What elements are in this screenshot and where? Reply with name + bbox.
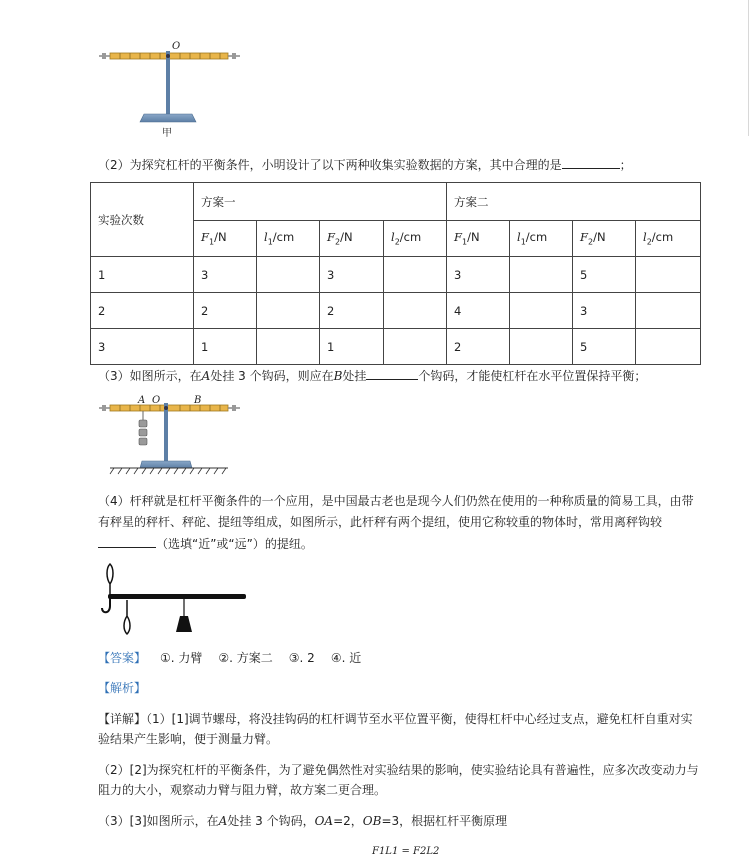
lever-figure-2 (96, 394, 246, 478)
table-cell: 3 (91, 329, 194, 365)
label-b: B (194, 395, 202, 406)
detail-p3-line: （3）[3]如图所示，在A处挂 3 个钩码，OA=2，OB=3，根据杠杆平衡原理 (98, 814, 508, 828)
table-cell: 2 (320, 293, 384, 329)
col-f1-plan1: $F_1/N$ (194, 221, 257, 257)
answer-blank-3 (366, 367, 418, 380)
question-4-line-1: （4）杆秤就是杠杆平衡条件的一个应用，是中国最古老也是现今人们仍然在使用的一种称质量的简易工具，由带 (98, 494, 694, 508)
left-balance-nut (102, 53, 106, 59)
point-b-label: B (333, 369, 343, 383)
detail-p2-line-1: （2）[2]为探究杠杆的平衡条件，为了避免偶然性对实验结果的影响，使实验结论具有普遍性，应多次改变动力与 (98, 763, 699, 777)
table-cell: 5 (573, 329, 636, 365)
question-3-text: （3）如图所示，在A处挂 3 个钩码，则应在B处挂 个钩码，才能使杠杆在水平位置保持平衡； (98, 369, 647, 383)
table-cell (257, 257, 320, 293)
stand-base (140, 114, 196, 122)
answer-item-4: ④. 近 (330, 651, 362, 665)
table-cell: 2 (194, 293, 257, 329)
ground-hatch (110, 468, 226, 474)
question-2-prefix: （2）为探究杠杆的平衡条件，小明设计了以下两种收集实验数据的方案，其中合理的是 (98, 158, 562, 172)
question-2-text (98, 156, 632, 173)
table-cell (257, 329, 320, 365)
table-cell: 3 (447, 257, 510, 293)
table-cell (257, 293, 320, 329)
stand-pole (164, 403, 168, 462)
answer-blank-4 (98, 535, 156, 548)
table-row (91, 329, 701, 365)
plan-2-header: 方案二 (447, 183, 701, 221)
answer-item-1: ①. 力臂 (160, 651, 203, 665)
answer-item-2: ②. 方案二 (218, 651, 273, 665)
col-f2-plan2: $F_2/N$ (573, 221, 636, 257)
answer-blank-2 (562, 156, 620, 169)
row-header-trials: 实验次数 (91, 183, 194, 257)
table-cell (510, 329, 573, 365)
steelyard-beam (108, 594, 246, 599)
table-cell: 5 (573, 257, 636, 293)
label-a: A (138, 395, 146, 406)
hook-weights (139, 420, 147, 445)
detail-p1-line-1: 【详解】（1）[1]调节螺母，将没挂钩码的杠杆调节至水平位置平衡，使得杠杆中心经过支点，避免杠杆自重对实 (98, 712, 693, 726)
col-l2-plan2: $l_2/cm$ (636, 221, 701, 257)
col-l2-plan1: $l_2/cm$ (384, 221, 447, 257)
table-cell (384, 293, 447, 329)
table-cell: 1 (194, 329, 257, 365)
col-l1-plan2: $l_1/cm$ (510, 221, 573, 257)
table-cell (384, 257, 447, 293)
figure-caption: 甲 (162, 128, 172, 139)
table-cell: 3 (320, 257, 384, 293)
question-4-line-3: （选填“近”或“远”）的提纽。 (98, 535, 313, 552)
table-row (91, 293, 701, 329)
page-edge-line (748, 0, 749, 136)
col-f2-plan1: $F_2/N$ (320, 221, 384, 257)
table-cell: 1 (91, 257, 194, 293)
detail-tag: 【详解】 (98, 712, 147, 726)
lever-figure-1 (96, 38, 246, 140)
table-cell: 4 (447, 293, 510, 329)
question-2-suffix: ； (619, 158, 632, 172)
counterweight (176, 616, 192, 632)
answer-line (98, 650, 361, 666)
analysis-tag: 【解析】 (98, 681, 147, 695)
detail-p1-line-2: 验结果产生影响，便于测量力臂。 (98, 732, 279, 746)
answer-tag: 【答案】 (98, 651, 147, 665)
answer-item-3: ③. 2 (288, 651, 315, 665)
table-cell (636, 293, 701, 329)
table-cell (510, 257, 573, 293)
plan-1-header: 方案一 (194, 183, 447, 221)
table-cell (636, 329, 701, 365)
right-balance-nut (232, 405, 236, 411)
pivot-label-o: O (172, 41, 181, 52)
table-cell: 2 (91, 293, 194, 329)
col-f1-plan2: $F_1/N$ (447, 221, 510, 257)
handle-loop-1 (107, 564, 113, 596)
pivot (164, 406, 168, 410)
label-o: O (152, 395, 161, 406)
question-4-line-2: 有秤星的秤杆、秤砣、提纽等组成，如图所示，此杆秤有两个提纽，使用它称较重的物体时，常用离秤钩较 (98, 515, 663, 529)
table-cell: 2 (447, 329, 510, 365)
stand-base (140, 461, 192, 468)
pivot (166, 54, 170, 58)
table-cell: 1 (320, 329, 384, 365)
stand-pole (166, 51, 170, 115)
detail-p2-line-2: 阻力的大小，观察动力臂与阻力臂，故方案二更合理。 (98, 783, 387, 797)
point-a-label: A (201, 369, 211, 383)
right-balance-nut (232, 53, 236, 59)
left-balance-nut (102, 405, 106, 411)
table-cell: 3 (194, 257, 257, 293)
steelyard-figure (96, 562, 250, 636)
table-row (91, 257, 701, 293)
handle-loop-2 (124, 600, 130, 634)
table-cell (510, 293, 573, 329)
table-cell (636, 257, 701, 293)
table-cell (384, 329, 447, 365)
balance-formula: F1L1 = F2L2 (372, 846, 440, 857)
table-cell: 3 (573, 293, 636, 329)
data-table (90, 182, 701, 365)
col-l1-plan1: $l_1/cm$ (257, 221, 320, 257)
